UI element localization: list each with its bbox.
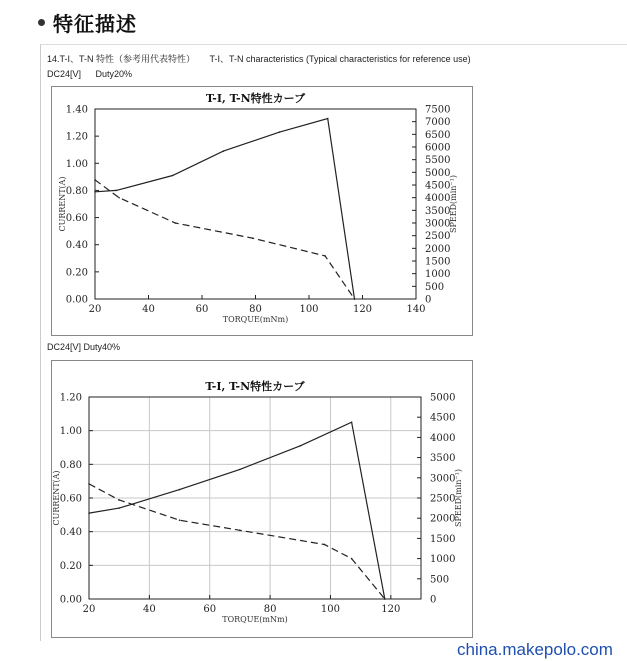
chart2-ytick-label: 0.80 — [59, 459, 82, 471]
chart1-xtick-label: 40 — [142, 304, 155, 315]
chart1-y2tick-label: 500 — [425, 281, 445, 293]
chart1-ytick-label: 0.00 — [65, 294, 88, 306]
chart2-ytick-label: 0.20 — [59, 560, 82, 572]
chart1-y2tick-label: 1500 — [425, 256, 451, 268]
chart1-y2tick-label: 2000 — [425, 243, 451, 255]
chart1-y2tick-label: 7500 — [425, 104, 451, 116]
chart2-speed-point — [384, 598, 386, 600]
chart1-y2tick-label: 6000 — [425, 142, 451, 154]
chart1-y2tick-label: 4500 — [425, 180, 451, 192]
chart2-current-series-line — [89, 422, 385, 599]
chart2-y2tick-label: 5000 — [430, 392, 456, 404]
chart2-speed-point — [118, 499, 120, 501]
chart1-ylabel: CURRENT(A) — [58, 176, 67, 232]
chart1-speed-point — [118, 197, 120, 199]
chart2-y2tick-label: 500 — [430, 574, 450, 586]
chart2-y2tick-label: 4000 — [430, 432, 456, 444]
chart2-current-point — [351, 421, 353, 423]
chart2-xlabel: TORQUE(mNm) — [222, 615, 288, 624]
chart2-speed-point — [351, 558, 353, 560]
chart2-speed-point — [88, 483, 90, 485]
chart1-ytick-label: 1.40 — [65, 104, 88, 116]
chart2-image — [51, 360, 473, 638]
chart1-xtick-label: 60 — [195, 304, 209, 315]
chart1-current-point — [172, 175, 174, 177]
chart1-speed-point — [354, 298, 356, 300]
chart1-xtick-label: 120 — [352, 304, 373, 315]
chart2-y2tick-label: 3500 — [430, 453, 456, 465]
chart1-y2tick-label: 6500 — [425, 129, 451, 141]
chart2-current-point — [88, 512, 90, 514]
chart1-y2tick-label: 3000 — [425, 218, 451, 230]
chart1-y2tick-label: 5500 — [425, 155, 451, 167]
chart1-xtick-label: 80 — [249, 304, 262, 315]
chart1-current-point — [327, 118, 329, 120]
chart2-ytick-label: 1.00 — [59, 426, 82, 438]
chart1-current-point — [94, 191, 96, 193]
chart1-xtick-label: 140 — [406, 304, 426, 315]
chart2-y2tick-label: 2500 — [430, 493, 456, 505]
chart1-speed-point — [94, 179, 96, 181]
chart1-title: T-I, T-N特性カーブ — [205, 92, 306, 105]
chart1-subtitle — [47, 69, 144, 79]
chart1-svg — [52, 87, 472, 335]
chart1-y2tick-label: 3500 — [425, 205, 451, 217]
chart2-ytick-label: 0.40 — [59, 527, 82, 539]
chart1-ytick-label: 1.20 — [65, 131, 88, 143]
chart2-current-point — [299, 445, 301, 447]
chart2-xtick-label: 60 — [203, 604, 217, 615]
chart1-image — [51, 86, 473, 336]
chart2-current-point — [239, 469, 241, 471]
chart2-current-point — [179, 489, 181, 491]
chart1-current-series-line — [95, 119, 355, 300]
chart2-speed-point — [179, 519, 181, 521]
chart1-plot-frame — [95, 109, 416, 299]
chart1-ytick-label: 0.60 — [65, 213, 88, 225]
chart2-ytick-label: 1.20 — [59, 392, 82, 404]
chart1-ytick-label: 0.20 — [65, 267, 88, 279]
chart2-speed-series-line — [89, 484, 385, 599]
chart1-y2tick-label: 5000 — [425, 167, 451, 179]
chart1-ytick-label: 1.00 — [65, 158, 88, 170]
chart1-current-point — [279, 131, 281, 133]
watermark: china.makepolo.com — [457, 640, 613, 659]
chart2-speed-point — [239, 530, 241, 532]
chart2-xtick-label: 120 — [381, 604, 401, 615]
chart1-voltage: DC24[V] — [47, 69, 82, 79]
chart1-y2tick-label: 7000 — [425, 117, 451, 129]
chart2-svg — [52, 361, 472, 637]
chart1-speed-point — [324, 255, 326, 257]
bullet-icon — [38, 19, 45, 26]
chart2-speed-point — [324, 544, 326, 546]
chart1-ytick-label: 0.80 — [65, 185, 88, 197]
chart1-xlabel: TORQUE(mNm) — [222, 315, 289, 324]
chart1-y2tick-label: 4000 — [425, 193, 451, 205]
chart2-y2tick-label: 4500 — [430, 412, 456, 424]
item-label: 14.T-I、T-N 特性（参考用代表特性） — [47, 54, 196, 64]
chart1-speed-point — [252, 237, 254, 239]
chart2-y2tick-label: 1000 — [430, 554, 456, 566]
chart2-y2tick-label: 1500 — [430, 533, 456, 545]
chart1-y2tick-label: 2500 — [425, 231, 451, 243]
characteristics-description — [47, 52, 483, 65]
chart2-xtick-label: 40 — [142, 604, 156, 615]
chart2-y2tick-label: 3000 — [430, 473, 456, 485]
chart2-current-point — [118, 507, 120, 509]
chart2-ytick-label: 0.60 — [59, 493, 82, 505]
chart1-current-point — [116, 190, 118, 192]
chart1-duty: Duty20% — [95, 69, 133, 79]
chart1-speed-series-line — [95, 180, 355, 299]
chart1-current-point — [223, 150, 225, 152]
chart2-y2tick-label: 2000 — [430, 513, 456, 525]
chart1-xtick-label: 100 — [299, 304, 319, 315]
section-title: 特征描述 — [53, 14, 137, 36]
chart1-speed-point — [174, 222, 176, 224]
chart1-xtick-label: 20 — [88, 304, 102, 315]
chart1-y2tick-label: 0 — [425, 294, 432, 306]
chart2-title: T-I, T-N特性カーブ — [205, 380, 305, 393]
chart2-xtick-label: 20 — [82, 604, 96, 615]
chart2-y2label: SPEED(min⁻¹) — [454, 469, 463, 527]
chart2-xtick-label: 100 — [320, 604, 341, 615]
chart2-ylabel: CURRENT(A) — [52, 470, 61, 526]
chart1-y2tick-label: 1000 — [425, 269, 451, 281]
chart1-ytick-label: 0.40 — [65, 240, 88, 252]
chart2-subtitle: DC24[V] Duty40% — [47, 342, 121, 352]
chart2-y2tick-label: 0 — [430, 594, 437, 606]
item-label-en: T-I、T-N characteristics (Typical characteristics for reference use) — [209, 54, 471, 64]
chart2-xtick-label: 80 — [263, 604, 277, 615]
section-header — [38, 8, 137, 37]
chart2-ytick-label: 0.00 — [59, 594, 82, 606]
chart1-y2label: SPEED(min⁻¹) — [449, 175, 458, 233]
